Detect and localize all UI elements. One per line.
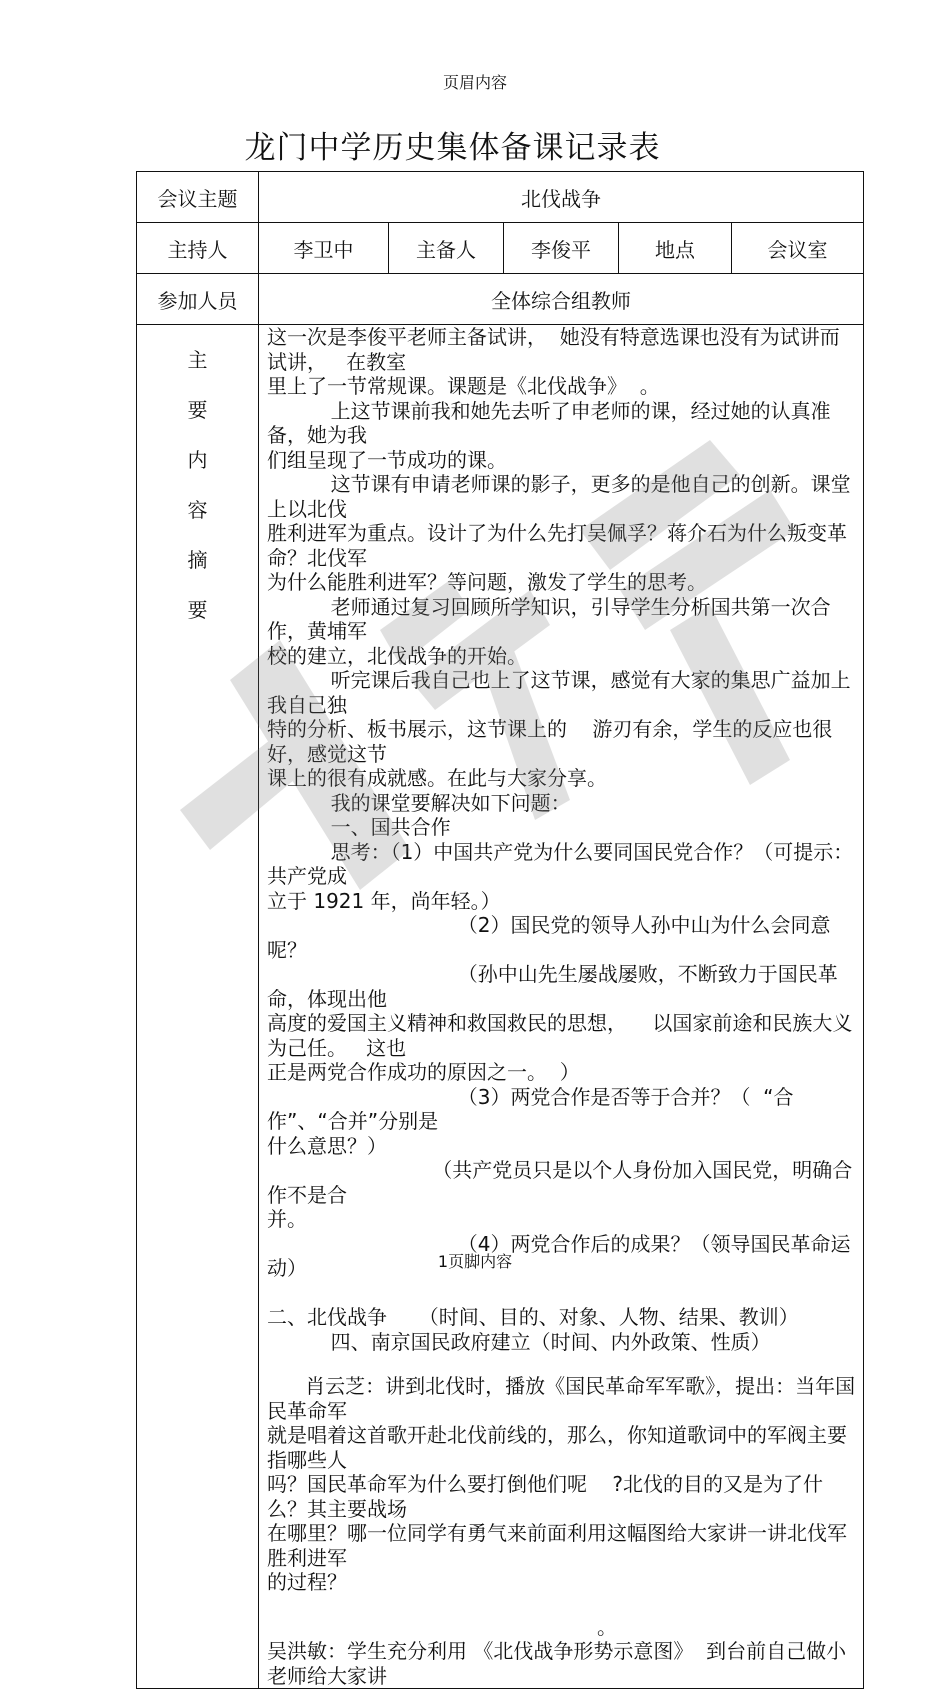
text-line: （2）国民党的领导人孙中山为什么会同意呢？ <box>267 913 831 962</box>
text-line: 听完课后我自己也上了这节课，感觉有大家的集思广益加上我自己独 <box>267 668 851 717</box>
summary-label <box>137 325 259 1689</box>
summary-label-char: 摘 <box>187 548 208 572</box>
text-line: 一、国共合作 <box>267 815 451 839</box>
location-label: 地点 <box>619 223 732 274</box>
text-line: 肖云芝：讲到北伐时，播放《国民革命军军歌》，提出：当年国民革命军 <box>267 1374 856 1423</box>
trailing-mark: 。 <box>597 1614 617 1639</box>
text-line: 思考：（1）中国共产党为什么要同国民党合作？（可提示：共产党成 <box>267 839 854 888</box>
participants-value: 全体综合组教师 <box>259 274 864 325</box>
text-line: 高度的爱国主义精神和救国救民的思想， 以国家前途和民族大义为己任。 这也 <box>267 1011 853 1060</box>
text-line: 我的课堂要解决如下问题： <box>267 790 571 815</box>
spacer <box>267 1354 857 1374</box>
text-line: （共产党员只是以个人身份加入国民党，明确合作不是合 <box>267 1158 853 1207</box>
topic-label: 会议主题 <box>137 172 259 223</box>
page-footer: 1页脚内容 <box>437 1252 513 1271</box>
host-row <box>137 223 864 274</box>
summary-label-char: 主 <box>187 348 208 372</box>
participants-label: 参加人员 <box>137 274 259 325</box>
discussion-text <box>267 1374 857 1595</box>
location-value: 会议室 <box>732 223 864 274</box>
text-line: 们组呈现了一节成功的课。 <box>267 447 507 472</box>
page-header: 页眉内容 <box>442 73 507 92</box>
main-prep-value: 李俊平 <box>504 223 619 274</box>
text-line: 并。 <box>267 1207 307 1231</box>
text-line: 立于 1921 年，尚年轻。） <box>267 888 501 913</box>
host-label: 主持人 <box>137 223 259 274</box>
text-line: 课上的很有成就感。在此与大家分享。 <box>267 766 607 790</box>
text-line: 的过程？ <box>267 1570 347 1594</box>
page-title: 龙门中学历史集体备课记录表 <box>244 130 661 166</box>
summary-row <box>137 325 864 1689</box>
text-line: 胜利进军为重点。设计了为什么先打吴佩孚？蒋介石为什么叛变革命？北伐军 <box>267 521 847 570</box>
summary-label-char: 要 <box>187 598 208 622</box>
text-line: 在哪里？哪一位同学有勇气来前面利用这幅图给大家讲一讲北伐军胜利进军 <box>267 1521 847 1570</box>
summary-label-char: 要 <box>187 398 208 422</box>
text-line: 什么意思？） <box>267 1133 387 1158</box>
host-value: 李卫中 <box>259 223 389 274</box>
text-line: 上这节课前我和她先去听了申老师的课，经过她的认真准备，她为我 <box>267 398 831 447</box>
text-line: 老师通过复习回顾所学知识，引导学生分析国共第一次合作，黄埔军 <box>267 594 831 643</box>
text-line: 为什么能胜利进军？等问题，激发了学生的思考。 <box>267 570 707 594</box>
participants-row <box>137 274 864 325</box>
text-line: 吗？国民革命军为什么要打倒他们呢 ?北伐的目的又是为了什么？其主要战场 <box>267 1472 824 1521</box>
text-line: 二、北伐战争 （时间、目的、对象、人物、结果、教训） <box>267 1280 799 1329</box>
text-line: 这节课有申请老师课的影子，更多的是他自己的创新。课堂上以北伐 <box>267 472 851 521</box>
text-line: 四、南京国民政府建立（时间、内外政策、性质） <box>267 1329 771 1354</box>
main-prep-label: 主备人 <box>389 223 504 274</box>
summary-label-char: 容 <box>187 498 208 522</box>
spacer <box>267 1595 857 1615</box>
text-line: 校的建立，北伐战争的开始。 <box>267 643 527 668</box>
text-line: 里上了一节常规课。课题是《北伐战争》 。 <box>267 374 660 398</box>
text-line: 特的分析、板书展示，这节课上的 游刃有余，学生的反应也很好，感觉这节 <box>267 717 833 766</box>
topic-row <box>137 172 864 223</box>
summary-content <box>259 325 864 1689</box>
topic-value: 北伐战争 <box>259 172 864 223</box>
last-line: 吴洪敏：学生充分利用 《北伐战争形势示意图》 到台前自己做小老师给大家讲 <box>267 1639 847 1688</box>
summary-text <box>267 325 857 1354</box>
text-line: 就是唱着这首歌开赴北伐前线的，那么，你知道歌词中的军阀主要指哪些人 <box>267 1423 847 1472</box>
text-line: （4）两党合作后的成果？（领导国民革命运动） <box>267 1231 851 1280</box>
summary-label-char: 内 <box>187 448 208 472</box>
text-line: 这一次是李俊平老师主备试讲， 她没有特意选课也没有为试讲而试讲， 在教室 <box>267 325 840 374</box>
text-line: （孙中山先生屡战屡败，不断致力于国民革命，体现出他 <box>267 962 838 1011</box>
text-line: 正是两党合作成功的原因之一。 ） <box>267 1060 580 1084</box>
record-table <box>136 171 864 1689</box>
text-line: （3）两党合作是否等于合并？（ “合作”、“合并”分别是 <box>267 1084 794 1133</box>
